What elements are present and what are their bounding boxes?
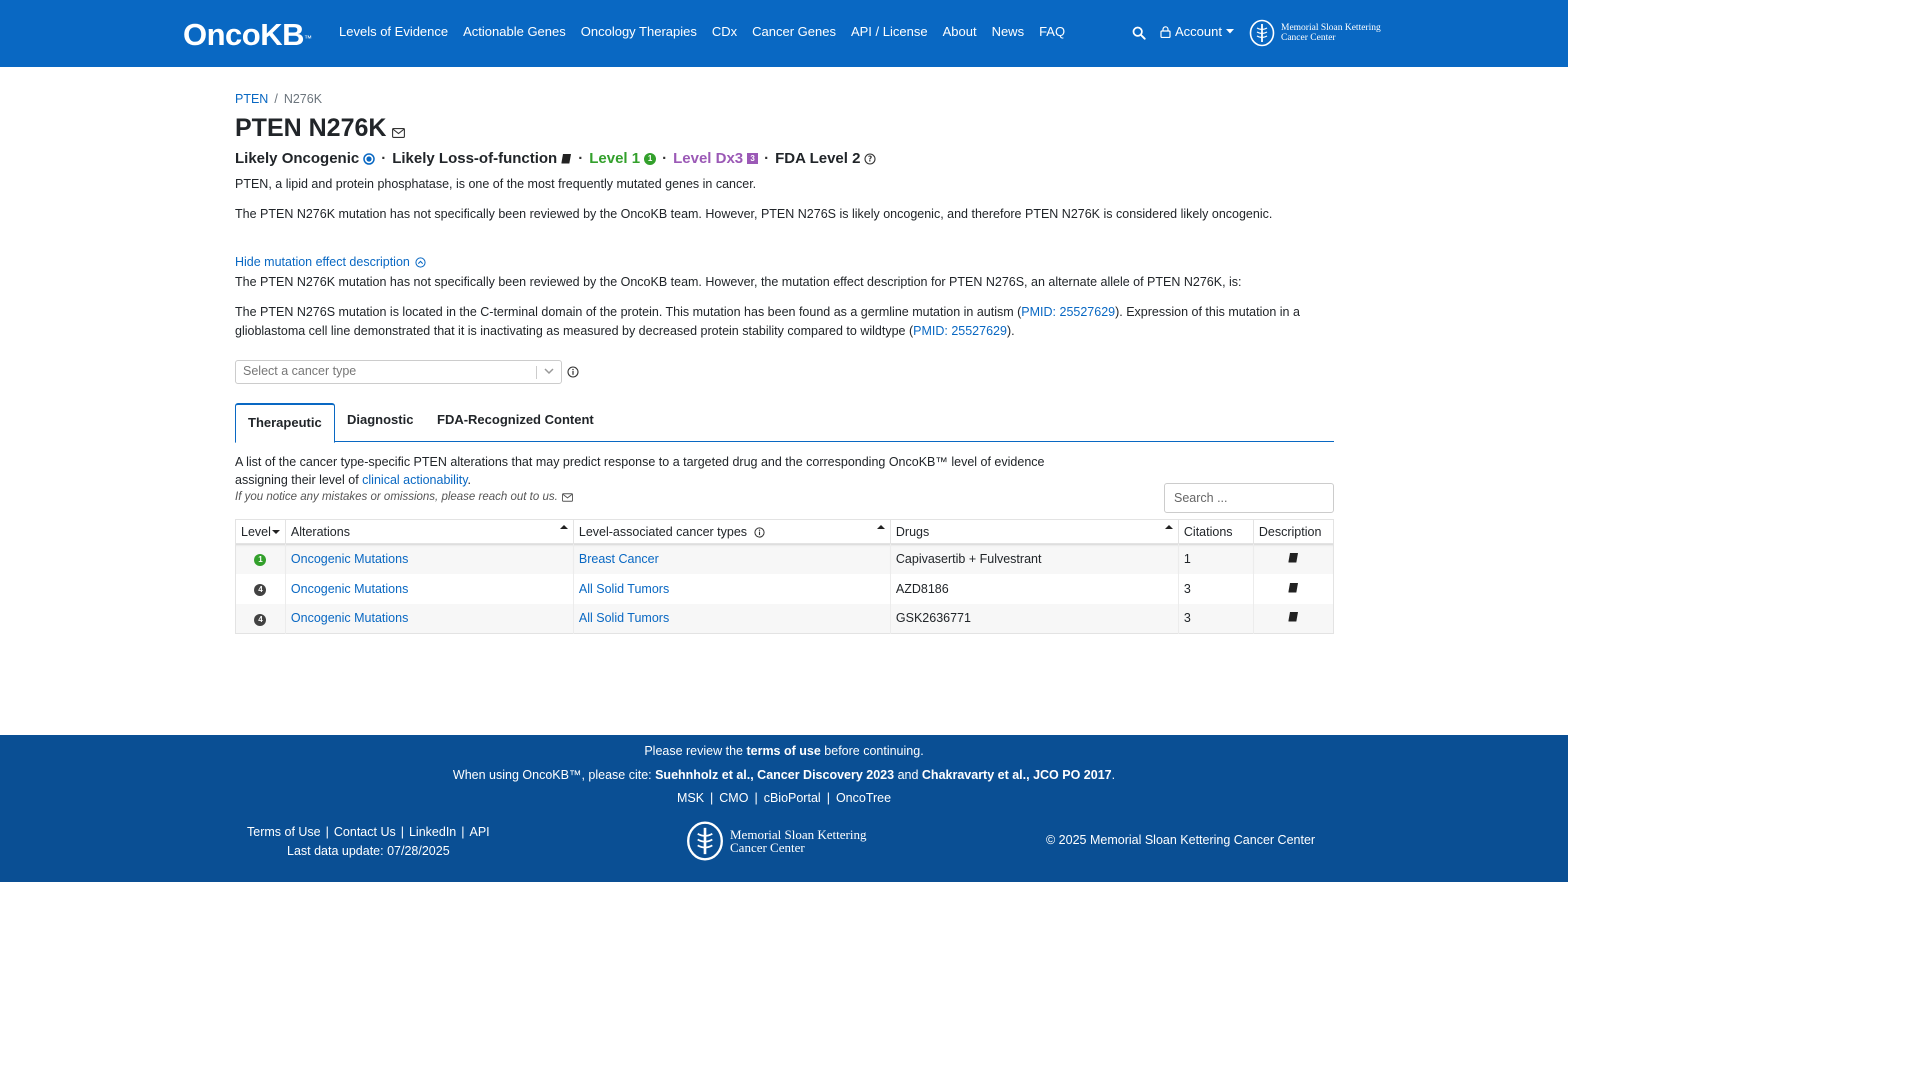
account-menu[interactable] [1160,24,1234,39]
clinical-actionability-link[interactable]: clinical actionability [362,473,468,487]
oncogenic-icon[interactable] [363,153,375,165]
therapeutic-table [235,519,1334,634]
book-icon[interactable] [1288,552,1299,563]
nav-about[interactable]: About [942,24,977,39]
info-icon[interactable] [567,366,579,378]
lock-icon [1160,26,1171,38]
col-alterations[interactable]: Alterations [285,520,573,544]
therapeutic-description: A list of the cancer type-specific PTEN alterations that may predict response to a targeted drug and the corresponding OncoKB™ level of evidence assigning their level of clinical actionability. [235,455,1045,487]
citation-link-2[interactable]: Chakravarty et al., JCO PO 2017 [921,768,1112,782]
breadcrumb: PTEN / N276K [235,92,323,106]
level-cell [236,544,286,574]
nav-news[interactable]: News [991,24,1025,39]
copyright: © 2025 Memorial Sloan Kettering Cancer Center [1046,833,1316,847]
citation-link-1[interactable]: Suehnholz et al., Cancer Discovery 2023 [655,768,895,782]
description-cell [1253,574,1333,604]
table-row [236,544,1334,574]
book-icon[interactable] [561,153,572,164]
footer-terms-link[interactable]: Terms of Use [247,825,321,839]
chevron-down-icon[interactable] [544,368,554,375]
alteration-cell [285,604,573,634]
col-citations[interactable]: Citations [1178,520,1253,544]
book-icon[interactable] [1288,611,1299,622]
oncogenicity-label: Likely Oncogenic [235,150,360,167]
level-1-icon: 1 [644,153,656,165]
citations-cell: 1 [1178,544,1253,574]
footer-link-cbioportal[interactable]: cBioPortal [763,791,821,805]
terms-notice: Please review the terms of use before continuing. [644,744,924,758]
nav-oncology-therapies[interactable]: Oncology Therapies [580,24,697,39]
evidence-tabs [235,403,1334,442]
nav-cancer-genes[interactable]: Cancer Genes [752,24,836,39]
footer-left: Terms of Use | Contact Us | LinkedIn | API Last data update: 07/28/2025 [247,823,490,861]
nav-actionable-genes[interactable]: Actionable Genes [463,24,566,39]
sort-icon [1165,525,1173,529]
toggle-mutation-effect-label[interactable]: Hide mutation effect description [235,255,410,269]
breadcrumb-current: N276K [283,92,323,106]
table-row [236,604,1334,634]
citations-cell: 3 [1178,604,1253,634]
envelope-icon[interactable] [392,128,405,138]
footer-contact-link[interactable]: Contact Us [333,825,396,839]
top-navbar [0,0,1568,67]
tab-fda-recognized-content[interactable]: FDA-Recognized Content [437,412,594,427]
alteration-cell [285,544,573,574]
fda-level-label: FDA Level 2 [775,150,861,167]
sort-desc-icon [272,530,280,534]
diagnostic-level-label: Level Dx3 [673,150,744,167]
caret-down-icon [1226,29,1234,34]
feedback-notice: If you notice any mistakes or omissions, please reach out to us. [235,491,573,503]
level-dx3-icon: 3 [747,153,758,164]
site-footer [0,735,1568,882]
drugs-cell: AZD8186 [890,574,1178,604]
msk-logo-icon [1249,19,1275,47]
toggle-mutation-effect[interactable] [235,255,426,269]
variant-summary-line: Likely Oncogenic · Likely Loss-of-function · Level 1 1 · Level Dx3 3 · FDA Level 2 ? [235,150,876,167]
tab-therapeutic[interactable]: Therapeutic [235,403,335,443]
account-label: Account [1175,24,1222,39]
description-cell [1253,604,1333,634]
pmid-link[interactable]: PMID: 25527629 [913,324,1007,338]
footer-api-link[interactable]: API [469,825,490,839]
tab-diagnostic[interactable]: Diagnostic [347,412,414,427]
level-cell [236,604,286,634]
citations-cell: 3 [1178,574,1253,604]
cancer-type-link[interactable]: Breast Cancer [578,551,659,566]
info-icon[interactable] [754,527,765,538]
col-level[interactable]: Level [236,520,286,544]
col-drugs[interactable]: Drugs [890,520,1178,544]
alteration-cell [285,574,573,604]
cancer-type-select[interactable] [235,360,562,384]
footer-link-oncotree[interactable]: OncoTree [835,791,892,805]
book-icon[interactable] [1288,582,1299,593]
col-description: Description [1253,520,1333,544]
svg-text:?: ? [868,154,873,164]
terms-of-use-link[interactable]: terms of use [746,744,821,758]
mutation-effect-intro: The PTEN N276K mutation has not specifically been reviewed by the OncoKB team. However, the mutation effect description for PTEN N276S, an alternate allele of PTEN N276K, is: [235,275,1242,289]
msk-footer-text: Memorial Sloan Kettering Cancer Center [730,827,867,855]
therapeutic-level-label: Level 1 [589,150,641,167]
pmid-link[interactable]: PMID: 25527629 [1021,305,1116,319]
footer-link-msk[interactable]: MSK [676,791,705,805]
msk-header-text: Memorial Sloan Kettering Cancer Center [1281,23,1381,43]
alteration-link[interactable]: Oncogenic Mutations [290,551,409,566]
table-search-input[interactable] [1164,483,1334,513]
alteration-link[interactable]: Oncogenic Mutations [290,611,409,626]
select-separator [536,366,537,379]
envelope-icon[interactable] [562,493,573,502]
footer-link-cmo[interactable]: CMO [719,791,749,805]
main-nav [339,24,1065,39]
cancer-type-cell [573,604,890,634]
cancer-type-cell [573,574,890,604]
cancer-type-cell [573,544,890,574]
last-data-update: Last data update: 07/28/2025 [287,844,450,858]
table-row [236,574,1334,604]
partner-links: MSK | CMO | cBioPortal | OncoTree [676,791,892,805]
footer-linkedin-link[interactable]: LinkedIn [408,825,457,839]
sort-icon [560,525,568,529]
alteration-link[interactable]: Oncogenic Mutations [290,581,409,596]
drugs-cell: Capivasertib + Fulvestrant [890,544,1178,574]
sort-icon [877,525,885,529]
nav-api-license[interactable]: API / License [850,24,928,39]
cancer-type-select-placeholder: Select a cancer type [243,364,357,378]
cancer-type-link[interactable]: All Solid Tumors [578,581,670,596]
search-icon[interactable] [1132,26,1146,40]
chevron-up-circle-icon[interactable] [415,257,426,268]
level-cell [236,574,286,604]
cancer-type-link[interactable]: All Solid Tumors [578,611,670,626]
msk-header-logo[interactable] [1249,19,1381,47]
mutation-effect-label: Likely Loss-of-function [392,150,558,167]
mutation-effect-description: The PTEN N276S mutation is located in the C-terminal domain of the protein. This mutation has been found as a germline mutation in autism (PMID: 25527629). Expression of this mutation in a glioblastoma cell line demonstrated that it is inactivating as measured by decreased protein stability compared to wildtype (PMID: 25527629). [235,305,1300,338]
nav-levels-of-evidence[interactable]: Levels of Evidence [339,24,449,39]
level-icon: 4 [254,614,266,626]
page-title: PTEN N276K [235,114,405,143]
description-cell [1253,544,1333,574]
citation-notice: When using OncoKB™, please cite: Suehnholz et al., Cancer Discovery 2023 and Chakravarty et al., JCO PO 2017. [452,768,1116,782]
msk-logo-icon [686,820,724,862]
nav-faq[interactable]: FAQ [1039,24,1066,39]
col-cancer-types[interactable]: Level-associated cancer types [573,520,890,544]
question-circle-icon[interactable] [864,153,876,165]
gene-summary: PTEN, a lipid and protein phosphatase, is one of the most frequently mutated genes in cancer. [235,177,757,191]
breadcrumb-gene-link[interactable]: PTEN [235,92,269,106]
msk-footer-logo[interactable] [686,820,866,862]
table-header-row [236,520,1334,544]
level-icon: 4 [254,584,266,596]
level-icon: 1 [254,554,266,566]
oncokb-logo[interactable]: OncoKB™ [183,17,312,52]
variant-summary: The PTEN N276K mutation has not specifically been reviewed by the OncoKB team. However, PTEN N276S is likely oncogenic, and therefore PTEN N276K is considered likely oncogenic. [235,207,1273,221]
drugs-cell: GSK2636771 [890,604,1178,634]
nav-cdx[interactable]: CDx [711,24,738,39]
